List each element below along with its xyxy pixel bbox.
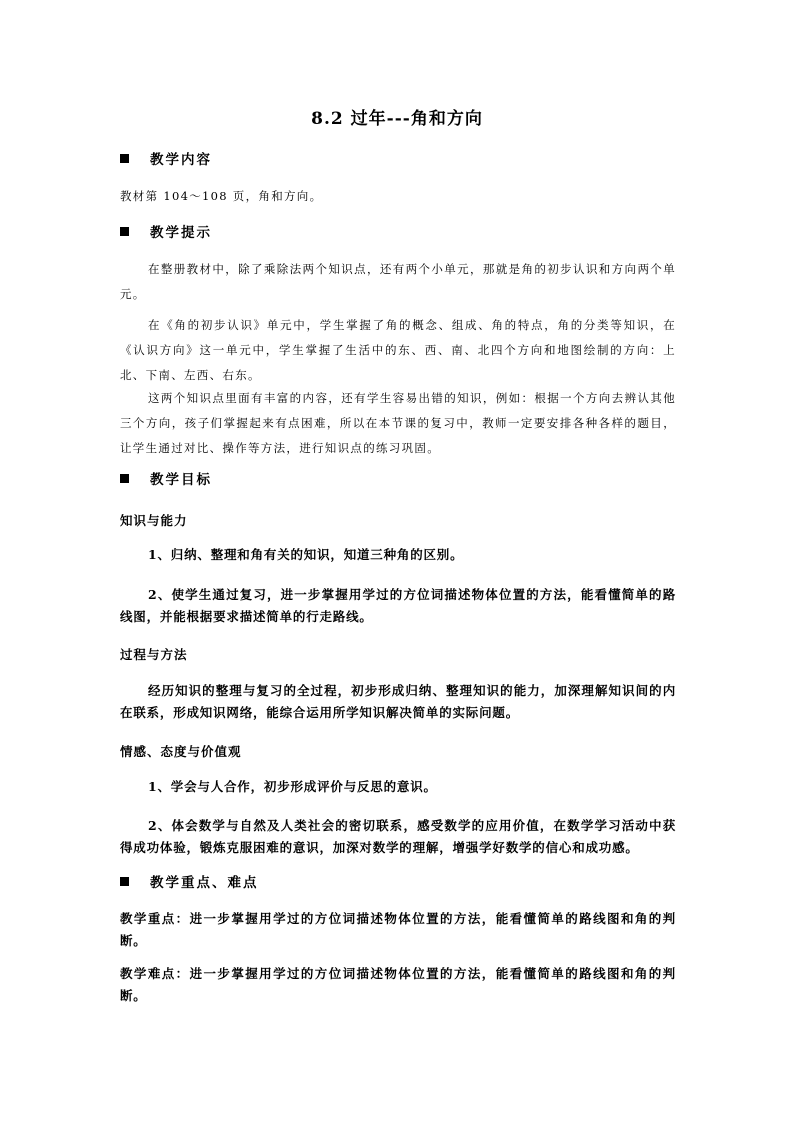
square-bullet-icon	[120, 877, 129, 886]
hint-paragraph-1: 在整册教材中，除了乘除法两个知识点，还有两个小单元，那就是角的初步认识和方向两个单元。	[120, 262, 676, 301]
goals-process-label: 过程与方法	[120, 647, 188, 662]
section-heading-goals	[120, 470, 212, 490]
key-difficulty-paragraph: 教学难点：进一步掌握用学过的方位词描述物体位置的方法，能看懂简单的路线图和角的判断。	[120, 966, 676, 1003]
square-bullet-icon	[120, 227, 129, 236]
section-heading-key	[120, 873, 259, 893]
goals-knowledge-item-2: 2、使学生通过复习，进一步掌握用学过的方位词描述物体位置的方法，能看懂简单的路线图，并能根据要求描述简单的行走路线。	[120, 587, 676, 624]
hint-paragraph-3: 这两个知识点里面有丰富的内容，还有学生容易出错的知识，例如：根据一个方向去辨认其他三个方向，孩子们掌握起来有点困难，所以在本节课的复习中，教师一定要安排各种各样的题目，让学生通过对比、操作等方法，进行知识点的练习巩固。	[120, 391, 676, 455]
square-bullet-icon	[120, 154, 129, 163]
goals-knowledge-label: 知识与能力	[120, 513, 188, 528]
goals-process-item-1: 经历知识的整理与复习的全过程，初步形成归纳、整理知识的能力，加深理解知识间的内在联系，形成知识网络，能综合运用所学知识解决简单的实际问题。	[120, 683, 676, 720]
square-bullet-icon	[120, 474, 129, 483]
key-focus-paragraph: 教学重点：进一步掌握用学过的方位词描述物体位置的方法，能看懂简单的路线图和角的判断。	[120, 911, 676, 948]
page-title: 8.2 过年---角和方向	[311, 109, 483, 129]
goals-knowledge-item-1: 1、归纳、整理和角有关的知识，知道三种角的区别。	[148, 547, 464, 562]
section-heading-content	[120, 150, 212, 170]
goals-emotion-item-1: 1、学会与人合作，初步形成评价与反思的意识。	[148, 779, 437, 794]
content-paragraph: 教材第 104～108 页，角和方向。	[120, 189, 323, 203]
goals-emotion-item-2: 2、体会数学与自然及人类社会的密切联系，感受数学的应用价值，在数学学习活动中获得成功体验，锻炼克服困难的意识，加深对数学的理解，增强学好数学的信心和成功感。	[120, 818, 676, 855]
section-heading-text: 教学内容	[150, 152, 212, 168]
section-heading-text: 教学目标	[150, 472, 212, 488]
goals-emotion-label: 情感、态度与价值观	[120, 744, 242, 759]
hint-paragraph-2: 在《角的初步认识》单元中，学生掌握了角的概念、组成、角的特点，角的分类等知识，在《认识方向》这一单元中，学生掌握了生活中的东、西、南、北四个方向和地图绘制的方向：上北、下南、左西、右东。	[120, 318, 676, 382]
section-heading-text: 教学重点、难点	[150, 875, 259, 891]
section-heading-hint	[120, 223, 212, 243]
section-heading-text: 教学提示	[150, 225, 212, 241]
